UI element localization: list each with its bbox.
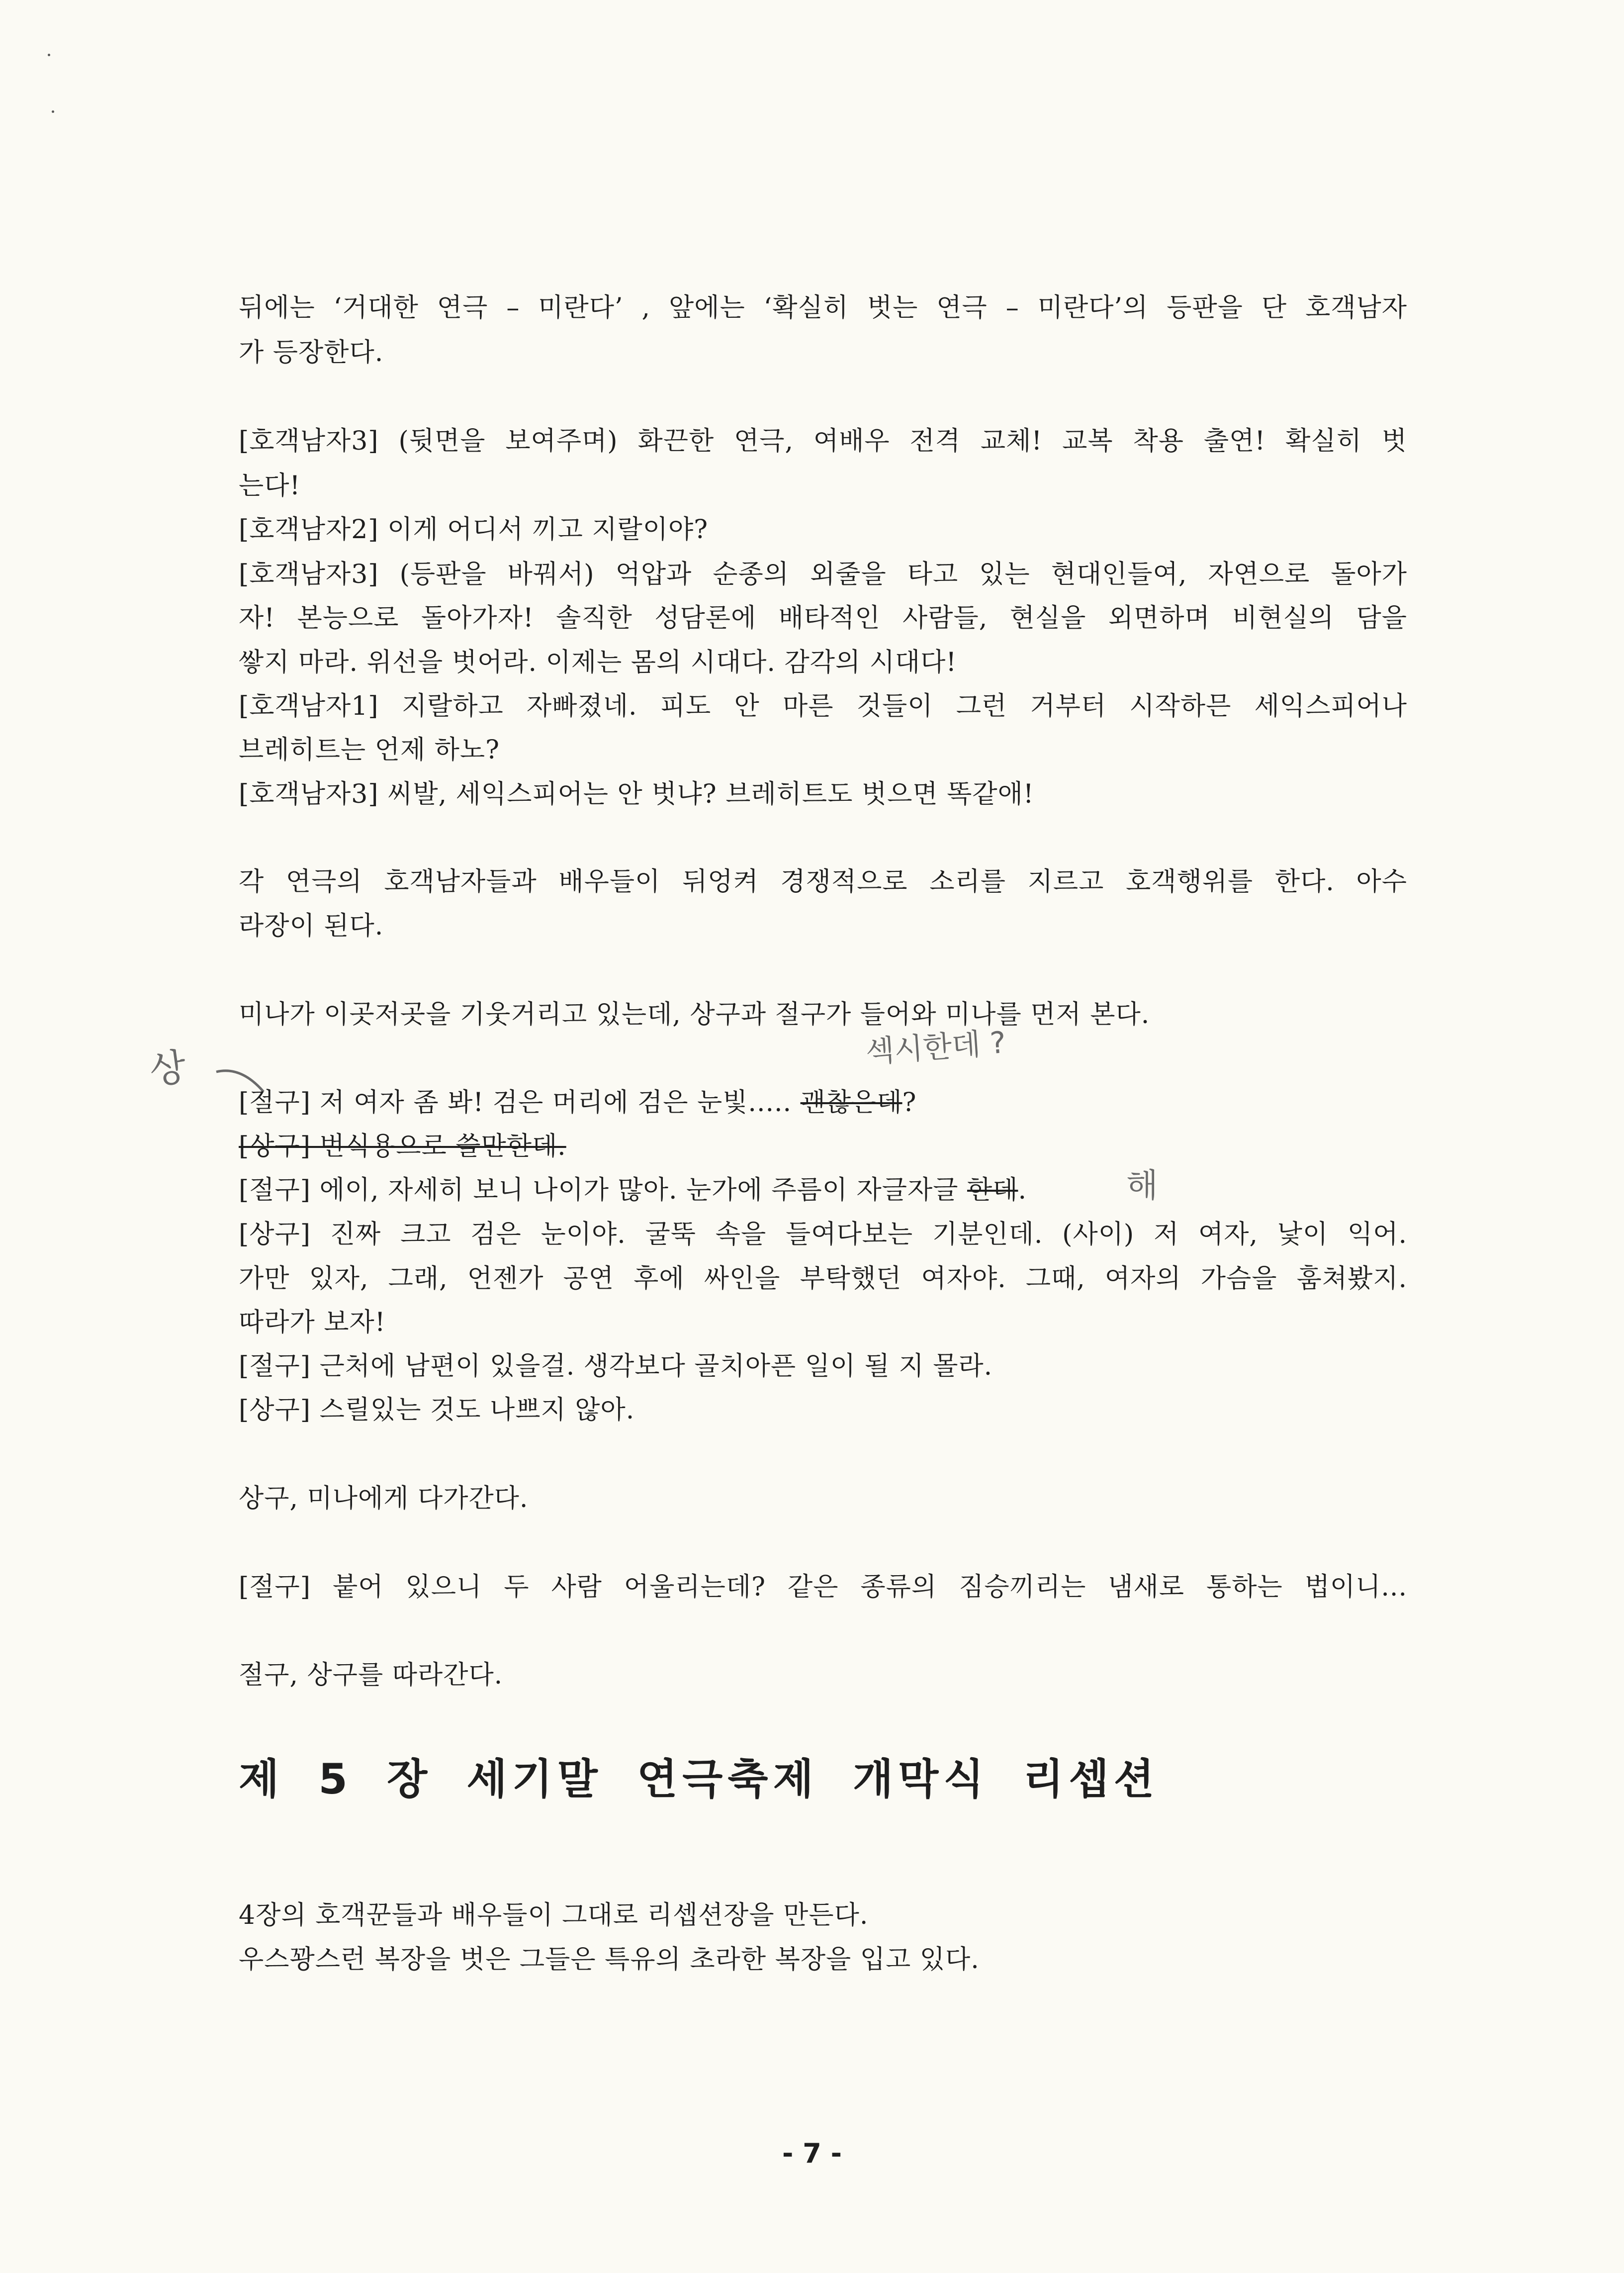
struck-text: 괜찮은데 (800, 1088, 902, 1118)
stage-direction-line: 각 연극의 호객남자들과 배우들이 뒤엉켜 경쟁적으로 소리를 지르고 호객행위를 한다. 아수 (239, 867, 1407, 897)
scene-heading: 제 5 장 세기말 연극축제 개막식 리셉션 (239, 1755, 1160, 1803)
stage-direction-line: 뒤에는 ‘거대한 연극 – 미란다’ , 앞에는 ‘확실히 벗는 연극 – 미란다’의 등판을 단 호객남자 (239, 293, 1407, 323)
stage-direction-line: 미나가 이곳저곳을 기웃거리고 있는데, 상구과 절구가 들어와 미나를 먼저 본다. (239, 1000, 1150, 1030)
dialogue-line: [상구] 진짜 크고 검은 눈이야. 굴뚝 속을 들여다보는 기분인데. (사이) 저 여자, 낯이 익어. (239, 1220, 1407, 1249)
scan-speck (52, 110, 54, 113)
page-number: - 7 - (782, 2138, 842, 2169)
dialogue-text: ? (902, 1088, 917, 1118)
stage-direction-line: 라장이 된다. (239, 911, 384, 941)
dialogue-line: 따라가 보자! (239, 1308, 386, 1337)
dialogue-line (239, 1124, 1407, 1169)
dialogue-text: . (1018, 1175, 1027, 1205)
stage-direction-line: 상구, 미나에게 다가간다. (239, 1484, 529, 1514)
dialogue-line: 는다! (239, 471, 301, 501)
stage-direction-line: 우스꽝스런 복장을 벗은 그들은 특유의 초라한 복장을 입고 있다. (239, 1945, 980, 1975)
struck-text: [상구] 번식용으로 쓸만한데. (239, 1132, 566, 1161)
dialogue-text: [절구] 에이, 자세히 보니 나이가 많아. 눈가에 주름이 자글자글 (239, 1175, 967, 1205)
dialogue-line (239, 1080, 1407, 1125)
dialogue-line: 자! 본능으로 돌아가자! 솔직한 성담론에 배타적인 사람들, 현실을 외면하며 비현실의 담을 (239, 603, 1407, 633)
stage-direction-line: 가 등장한다. (239, 338, 384, 368)
dialogue-line: [호객남자2] 이게 어디서 끼고 지랄이야? (239, 515, 709, 545)
dialogue-line: 브레히트는 언제 하노? (239, 735, 500, 765)
dialogue-line: 쌓지 마라. 위선을 벗어라. 이제는 몸의 시대다. 감각의 시대다! (239, 648, 957, 677)
dialogue-line: [호객남자3] (뒷면을 보여주며) 화끈한 연극, 여배우 전격 교체! 교복 착용 출연! 확실히 벗 (239, 426, 1407, 456)
scan-speck (48, 54, 50, 56)
dialogue-line: [절구] 붙어 있으니 두 사람 어울리는데? 같은 종류의 짐승끼리는 냄새로 통하는 법이니... (239, 1572, 1407, 1602)
dialogue-line: 가만 있자, 그래, 언젠가 공연 후에 싸인을 부탁했던 여자야. 그때, 여자의 가슴을 훔쳐봤지. (239, 1264, 1407, 1294)
dialogue-line: [상구] 스릴있는 것도 나쁘지 않아. (239, 1395, 635, 1425)
dialogue-line: [호객남자1] 지랄하고 자빠졌네. 피도 안 마른 것들이 그런 거부터 시작하믄 세익스피어나 (239, 691, 1407, 721)
dialogue-line: [호객남자3] (등판을 바꿔서) 억압과 순종의 외줄을 타고 있는 현대인들여, 자연으로 돌아가 (239, 560, 1407, 589)
dialogue-line: [절구] 근처에 남편이 있을걸. 생각보다 골치아픈 일이 될 지 몰라. (239, 1351, 993, 1381)
handwritten-note-above: 섹시한데 ? (864, 1025, 1007, 1070)
handwritten-margin-note: 상 (146, 1044, 189, 1093)
struck-text: 한데 (967, 1175, 1018, 1205)
stage-direction-line: 절구, 상구를 따라간다. (239, 1660, 503, 1690)
dialogue-line (239, 1168, 1407, 1213)
handwritten-side-note: 해 (1126, 1166, 1158, 1205)
dialogue-text: [절구] 저 여자 좀 봐! 검은 머리에 검은 눈빛..... (239, 1088, 801, 1118)
stage-direction-line: 4장의 호객꾼들과 배우들이 그대로 리셉션장을 만든다. (239, 1900, 869, 1930)
dialogue-line: [호객남자3] 씨발, 세익스피어는 안 벗냐? 브레히트도 벗으면 똑같애! (239, 779, 1034, 809)
